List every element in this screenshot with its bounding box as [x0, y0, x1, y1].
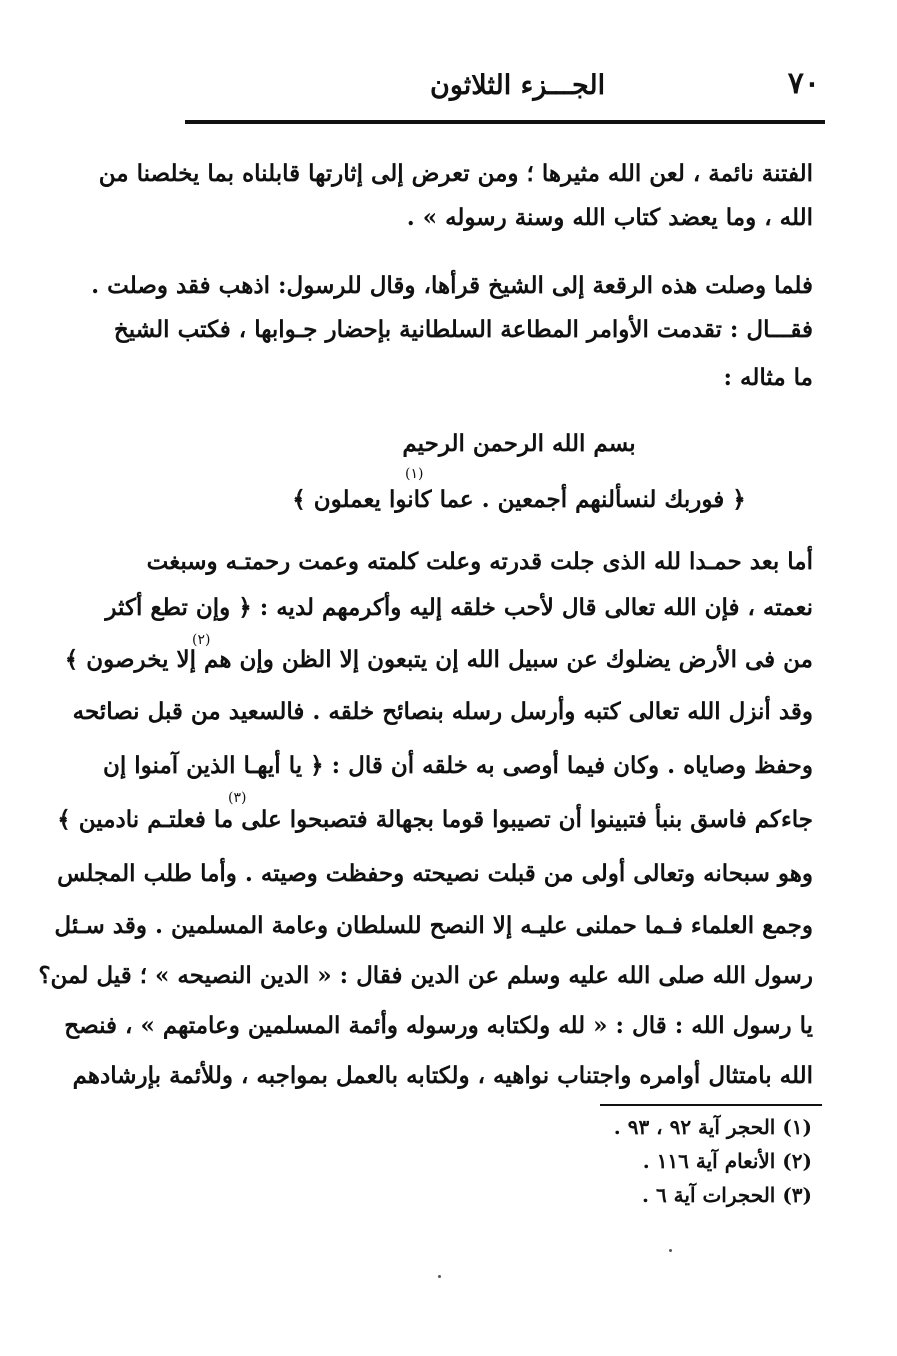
text-line: فقـــال : تقدمت الأوامر المطاعة السلطانية بإحضار جـوابها ، فكتب الشيخ: [113, 316, 813, 343]
text-line: نعمته ، فإن الله تعالى قال لأحب خلقه إليه وأكرمهم لديه : ﴿ وإن تطع أكثر: [105, 594, 813, 621]
footnote-3: (٣) الحجرات آية ٦ .: [642, 1183, 812, 1207]
text-line: أما بعد حمـدا لله الذى جلت قدرته وعلت كلمته وعمت رحمتـه وسبغت: [146, 548, 813, 575]
text-line: وجمع العلماء فـما حملنى عليـه إلا النصح للسلطان وعامة المسلمين . وقد سـئل: [54, 912, 813, 939]
page-number: ٧٠: [787, 66, 820, 101]
text-line: الفتنة نائمة ، لعن الله مثيرها ؛ ومن تعرض إلى إثارتها قابلناه بما يخلصنا من: [98, 160, 813, 187]
text-line: ما مثاله :: [723, 364, 813, 391]
footnotes: [614, 1110, 812, 1212]
quran-verse: ﴿ فوربك لنسألنهم أجمعين . عما كانوا يعملون ﴾: [292, 486, 746, 513]
footnote-marker-3: (٣): [228, 790, 247, 806]
footnote-marker-1: (١): [405, 466, 424, 482]
text-line: من فى الأرض يضلوك عن سبيل الله إن يتبعون إلا الظن وإن هم إلا يخرصون ﴾: [64, 646, 813, 673]
running-title: الجـــزء الثلاثون: [430, 70, 606, 101]
basmala: بسم الله الرحمن الرحيم: [402, 430, 636, 457]
text-line: يا رسول الله : قال : « لله ولكتابه ورسوله وأئمة المسلمين وعامتهم » ، فنصح: [64, 1012, 813, 1039]
text-line: وقد أنزل الله تعالى كتبه وأرسل رسله بنصائح خلقه . فالسعيد من قبل نصائحه: [72, 698, 813, 725]
footnote-marker-2: (٢): [192, 632, 211, 648]
footnote-2: (٢) الأنعام آية ١١٦ .: [642, 1149, 812, 1173]
text-line: الله بامتثال أوامره واجتناب نواهيه ، ولكتابه بالعمل بمواجبه ، وللأئمة بإرشادهم: [72, 1062, 813, 1089]
text-line: جاءكم فاسق بنبأ فتبينوا أن تصيبوا قوما بجهالة فتصبحوا على ما فعلتـم نادمين ﴾: [57, 806, 813, 833]
text-line: وحفظ وصاياه . وكان فيما أوصى به خلقه أن قال : ﴿ يا أيهـا الذين آمنوا إن: [102, 752, 813, 779]
scan-speck: [438, 1275, 441, 1278]
text-line: وهو سبحانه وتعالى أولى من قبلت نصيحته وحفظت وصيته . وأما طلب المجلس: [57, 860, 813, 887]
text-line: رسول الله صلى الله عليه وسلم عن الدين فقال : « الدين النصيحه » ؛ قيل لمن؟: [38, 962, 813, 989]
footnote-rule: [600, 1104, 822, 1106]
scan-speck: [669, 1249, 672, 1252]
footnote-1: (١) الحجر آية ٩٢ ، ٩٣ .: [613, 1115, 812, 1139]
text-line: فلما وصلت هذه الرقعة إلى الشيخ قرأها، وقال للرسول: اذهب فقد وصلت .: [91, 272, 813, 299]
text-line: الله ، وما يعضد كتاب الله وسنة رسوله » .: [406, 204, 813, 231]
body-text: [38, 0, 813, 1100]
